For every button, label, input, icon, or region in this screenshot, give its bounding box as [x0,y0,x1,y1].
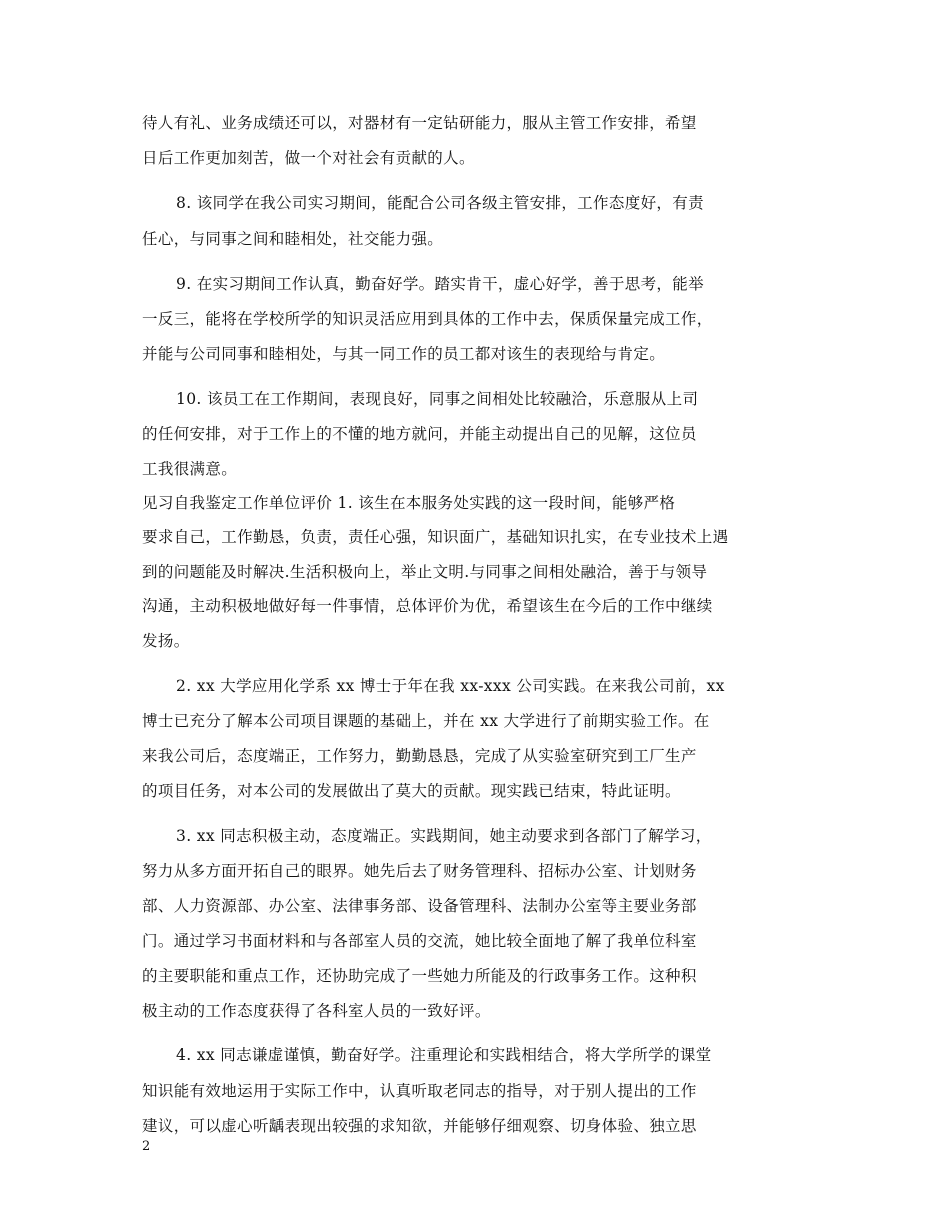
text-line: 要求自己，工作勤恳，负责，责任心强，知识面广，基础知识扎实，在专业技术上遇 [142,528,729,546]
text-line: 的主要职能和重点工作，还协助完成了一些她力所能及的行政事务工作。这种积 [142,967,697,985]
text-line: 8. 该同学在我公司实习期间，能配合公司各级主管安排，工作态度好，有责 [176,194,704,212]
text-line: 9. 在实习期间工作认真，勤奋好学。踏实肯干，虚心好学，善于思考，能举 [176,275,704,293]
text-line: 部、人力资源部、办公室、法律事务部、设备管理科、法制办公室等主要业务部 [142,897,697,915]
text-line: 10. 该员工在工作期间，表现良好，同事之间相处比较融洽，乐意服从上司 [176,390,699,408]
text-line: 门。通过学习书面材料和与各部室人员的交流，她比较全面地了解了我单位科室 [142,932,697,950]
page-number: 2 [142,1139,151,1154]
text-line: 一反三，能将在学校所学的知识灵活应用到具体的工作中去，保质保量完成工作， [142,310,713,328]
text-line: 2. xx 大学应用化学系 xx 博士于年在我 xx-xxx 公司实践。在来我公司前，xx [176,677,725,695]
text-line: 沟通，主动积极地做好每一件事情，总体评价为优，希望该生在今后的工作中继续 [142,597,713,615]
text-line: 的任何安排，对于工作上的不懂的地方就问，并能主动提出自己的见解，这位员 [142,425,697,443]
text-line: 4. xx 同志谦虚谨慎，勤奋好学。注重理论和实践相结合，将大学所学的课堂 [176,1046,712,1064]
text-line: 任心，与同事之间和睦相处，社交能力强。 [142,230,444,248]
text-line: 日后工作更加刻苦，做一个对社会有贡献的人。 [142,149,475,167]
text-line: 的项目任务，对本公司的发展做出了莫大的贡献。现实践已结束，特此证明。 [142,782,681,800]
text-line: 努力从多方面开拓自己的眼界。她先后去了财务管理科、招标办公室、计划财务 [142,862,697,880]
text-line: 博士已充分了解本公司项目课题的基础上，并在 xx 大学进行了前期实验工作。在 [142,712,710,730]
text-line: 发扬。 [142,632,190,650]
text-line: 见习自我鉴定工作单位评价 1. 该生在本服务处实践的这一段时间，能够严格 [142,494,676,512]
text-line: 3. xx 同志积极主动，态度端正。实践期间，她主动要求到各部门了解学习， [176,827,712,845]
text-line: 并能与公司同事和睦相处，与其一同工作的员工都对该生的表现给与肯定。 [142,345,666,363]
text-line: 到的问题能及时解决.生活积极向上，举止文明.与同事之间相处融洽，善于与领导 [142,563,708,581]
text-line: 建议，可以虚心听龋表现出较强的求知欲，并能够仔细观察、切身体验、独立思 [142,1117,697,1135]
text-line: 工我很满意。 [142,460,238,478]
text-line: 知识能有效地运用于实际工作中，认真听取老同志的指导，对于别人提出的工作 [142,1082,697,1100]
text-line: 待人有礼、业务成绩还可以，对器材有一定钻研能力，服从主管工作安排，希望 [142,114,697,132]
text-line: 极主动的工作态度获得了各科室人员的一致好评。 [142,1002,491,1020]
text-line: 来我公司后，态度端正，工作努力，勤勤恳恳，完成了从实验室研究到工厂生产 [142,747,697,765]
